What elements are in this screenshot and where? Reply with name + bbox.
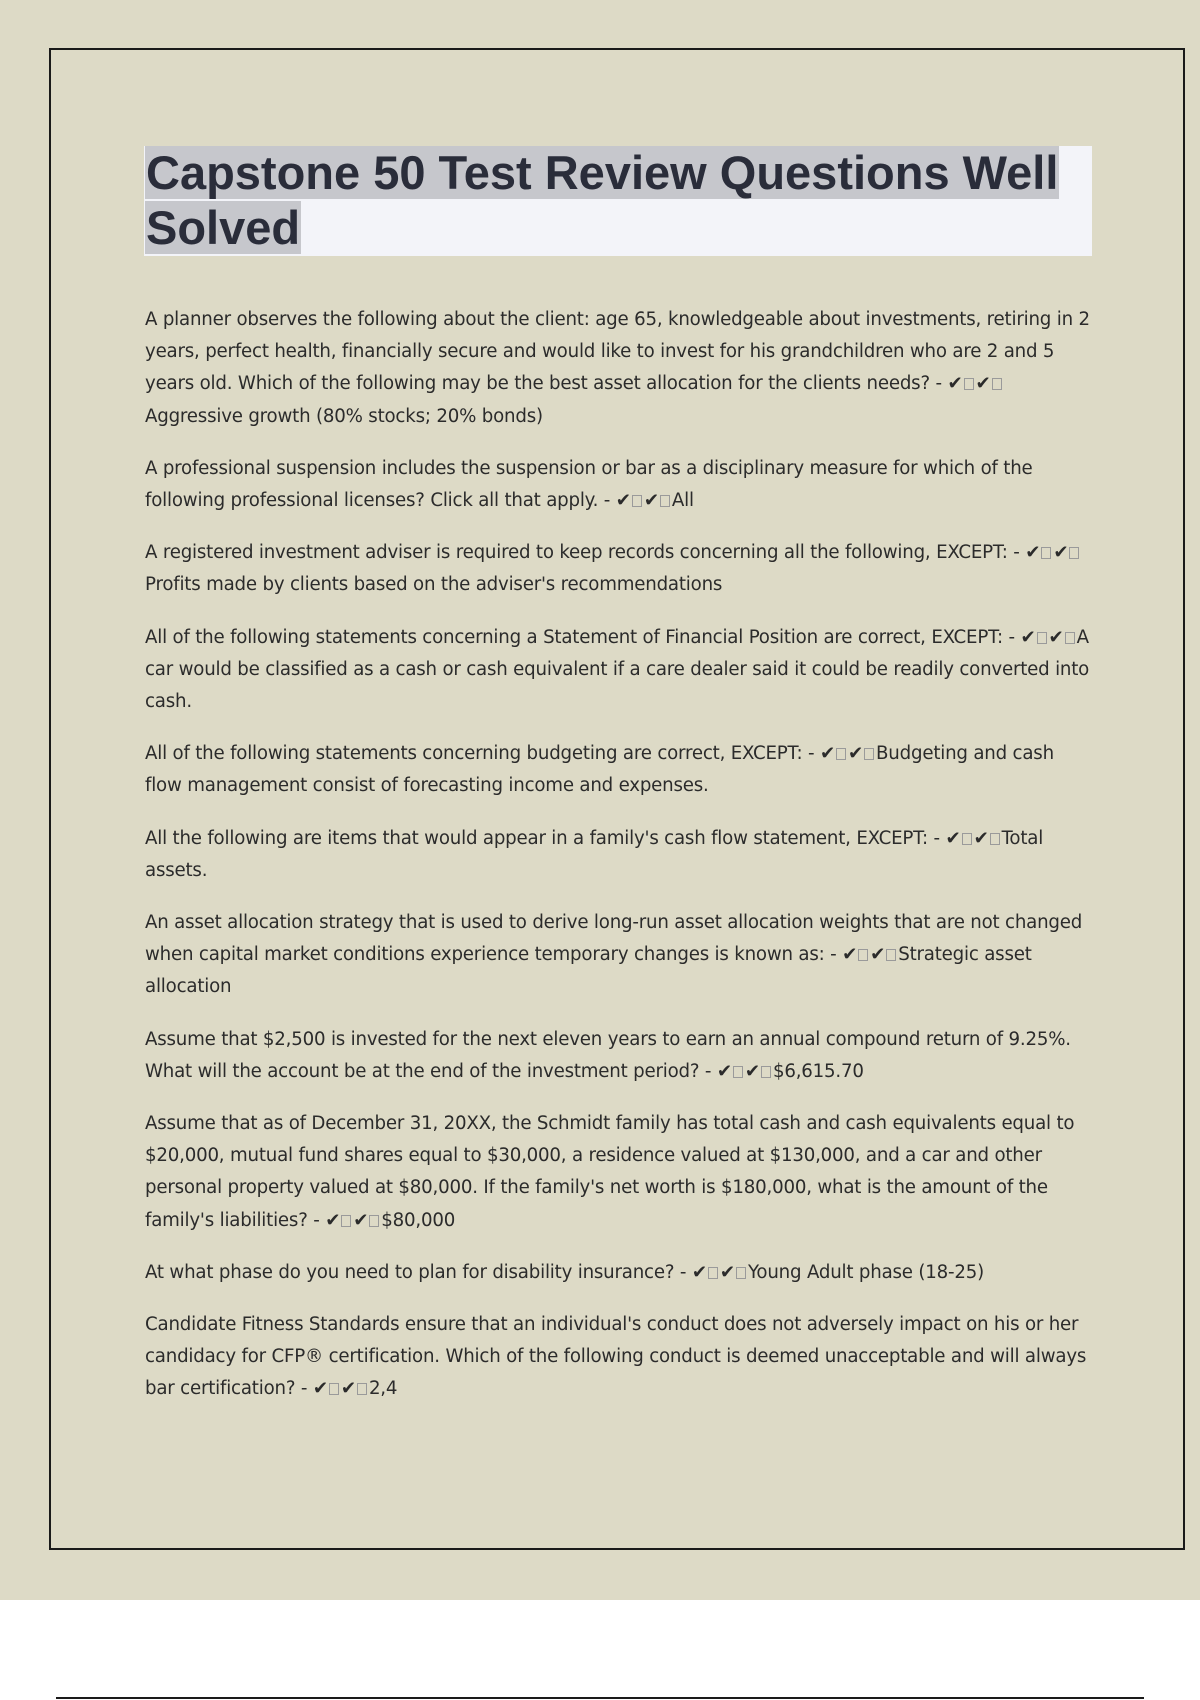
answer-marker xyxy=(692,1262,748,1283)
checkmark-icon: ✔ xyxy=(1025,542,1041,564)
checkmark-icon: ✔ xyxy=(325,1209,341,1231)
checkmark-icon: ✔ xyxy=(615,490,631,512)
answer-text: Total assets. xyxy=(145,827,1044,881)
answer-marker xyxy=(842,944,898,965)
placeholder-box-icon xyxy=(632,495,642,507)
answer-text: All xyxy=(671,490,694,512)
title-line-2: Solved xyxy=(146,201,301,254)
placeholder-box-icon xyxy=(660,495,670,507)
answer-text: Young Adult phase (18-25) xyxy=(747,1261,984,1283)
checkmark-icon: ✔ xyxy=(353,1209,369,1231)
question-item xyxy=(145,1309,1095,1406)
question-text: All of the following statements concerning a Statement of Financial Position are correct, EXCEPT: - xyxy=(145,626,1015,648)
placeholder-box-icon xyxy=(708,1267,718,1279)
question-text: A registered investment adviser is required to keep records concerning all the following, EXCEPT: - xyxy=(145,542,1020,564)
checkmark-icon: ✔ xyxy=(1053,542,1069,564)
question-text: A professional suspension includes the suspension or bar as a disciplinary measure for which of the following professional licenses? Click all that apply. - xyxy=(145,457,1033,512)
question-item xyxy=(145,537,1095,601)
checkmark-icon: ✔ xyxy=(847,743,864,765)
placeholder-box-icon xyxy=(864,748,874,760)
placeholder-box-icon xyxy=(733,1066,743,1078)
question-text: Assume that as of December 31, 20XX, the Schmidt family has total cash and cash equivalents equal to $20,000, mutual fund shares equal to $30,000, a residence valued at $130,000, and a car and other personal property valued at $80,000. If the family's net worth is $180,000, what is the amount of the family's liabilities? - xyxy=(145,1113,1075,1231)
checkmark-icon: ✔ xyxy=(947,373,963,395)
question-item xyxy=(145,738,1095,802)
placeholder-box-icon xyxy=(1037,632,1047,644)
checkmark-icon: ✔ xyxy=(643,490,659,512)
placeholder-box-icon xyxy=(1069,547,1079,559)
checkmark-icon: ✔ xyxy=(1048,626,1064,648)
question-text: A planner observes the following about the client: age 65, knowledgeable about investments, retiring in 2 years, perfect health, financially secure and would like to invest for his grandchildren who are 2 and 5 years old. Which of the following may be the best asset allocation for the clients needs? - xyxy=(145,309,1090,395)
placeholder-box-icon xyxy=(836,748,846,760)
placeholder-box-icon xyxy=(357,1383,367,1395)
placeholder-box-icon xyxy=(858,949,868,961)
question-item xyxy=(145,823,1095,887)
question-text: All of the following statements concerning budgeting are correct, EXCEPT: - xyxy=(145,743,815,765)
question-item xyxy=(145,304,1095,433)
answer-text: $6,615.70 xyxy=(772,1060,864,1082)
checkmark-icon: ✔ xyxy=(973,827,989,849)
question-text: All the following are items that would appear in a family's cash flow statement, EXCEPT: - xyxy=(145,827,940,849)
question-item xyxy=(145,907,1095,1004)
question-text: An asset allocation strategy that is used to derive long-run asset allocation weights that are not changed when capital market conditions experience temporary changes is known as: - xyxy=(145,912,1083,966)
placeholder-box-icon xyxy=(1065,632,1075,644)
checkmark-icon: ✔ xyxy=(719,1261,735,1283)
placeholder-box-icon xyxy=(886,949,896,961)
document-title xyxy=(145,145,1095,255)
placeholder-box-icon xyxy=(761,1066,771,1078)
answer-marker xyxy=(325,1210,381,1231)
answer-marker xyxy=(717,1061,773,1082)
answer-marker xyxy=(1021,627,1077,648)
placeholder-box-icon xyxy=(329,1383,339,1395)
question-item xyxy=(145,1257,1095,1289)
placeholder-box-icon xyxy=(736,1267,746,1279)
answer-text: Aggressive growth (80% stocks; 20% bonds) xyxy=(145,405,543,427)
answer-marker xyxy=(947,373,1003,394)
checkmark-icon: ✔ xyxy=(744,1060,760,1082)
answer-text: Profits made by clients based on the adviser's recommendations xyxy=(145,574,723,596)
placeholder-box-icon xyxy=(990,833,1000,845)
checkmark-icon: ✔ xyxy=(716,1060,732,1082)
answer-marker xyxy=(313,1378,369,1399)
answer-marker xyxy=(820,743,876,764)
checkmark-icon: ✔ xyxy=(819,743,835,765)
checkmark-icon: ✔ xyxy=(842,944,858,966)
checkmark-icon: ✔ xyxy=(870,944,886,966)
placeholder-box-icon xyxy=(962,833,972,845)
question-text: At what phase do you need to plan for disability insurance? - xyxy=(145,1261,687,1283)
placeholder-box-icon xyxy=(341,1215,351,1227)
placeholder-box-icon xyxy=(1041,547,1051,559)
question-list xyxy=(145,304,1095,1426)
answer-text: Budgeting and cash flow management consist of forecasting income and expenses. xyxy=(145,743,1054,797)
answer-marker xyxy=(1025,542,1081,563)
question-item xyxy=(145,1024,1095,1088)
answer-marker xyxy=(616,490,672,511)
answer-text: 2,4 xyxy=(368,1378,398,1400)
question-item xyxy=(145,453,1095,517)
answer-text: Strategic asset allocation xyxy=(145,944,1032,998)
answer-marker xyxy=(946,828,1002,849)
footer-divider xyxy=(56,1697,1144,1699)
placeholder-box-icon xyxy=(369,1215,379,1227)
question-item xyxy=(145,622,1095,719)
question-text: Assume that $2,500 is invested for the next eleven years to earn an annual compound return of 9.25%. What will the account be at the end of the investment period? - xyxy=(145,1028,1071,1082)
checkmark-icon: ✔ xyxy=(691,1261,707,1283)
checkmark-icon: ✔ xyxy=(975,373,991,395)
title-line-1: Capstone 50 Test Review Questions Well xyxy=(146,146,1059,199)
checkmark-icon: ✔ xyxy=(340,1378,356,1400)
question-text: Candidate Fitness Standards ensure that an individual's conduct does not adversely impact on his or her candidacy for CFP® certification. Which of the following conduct is deemed unacceptable and will always bar certification? - xyxy=(145,1314,1087,1400)
placeholder-box-icon xyxy=(964,378,974,390)
answer-text: $80,000 xyxy=(381,1209,456,1231)
question-item xyxy=(145,1108,1095,1237)
checkmark-icon: ✔ xyxy=(312,1378,328,1400)
placeholder-box-icon xyxy=(992,378,1002,390)
answer-text: A car would be classified as a cash or cash equivalent if a care dealer said it could be readily converted into cash. xyxy=(145,626,1090,713)
checkmark-icon: ✔ xyxy=(1020,626,1036,648)
checkmark-icon: ✔ xyxy=(945,827,961,849)
